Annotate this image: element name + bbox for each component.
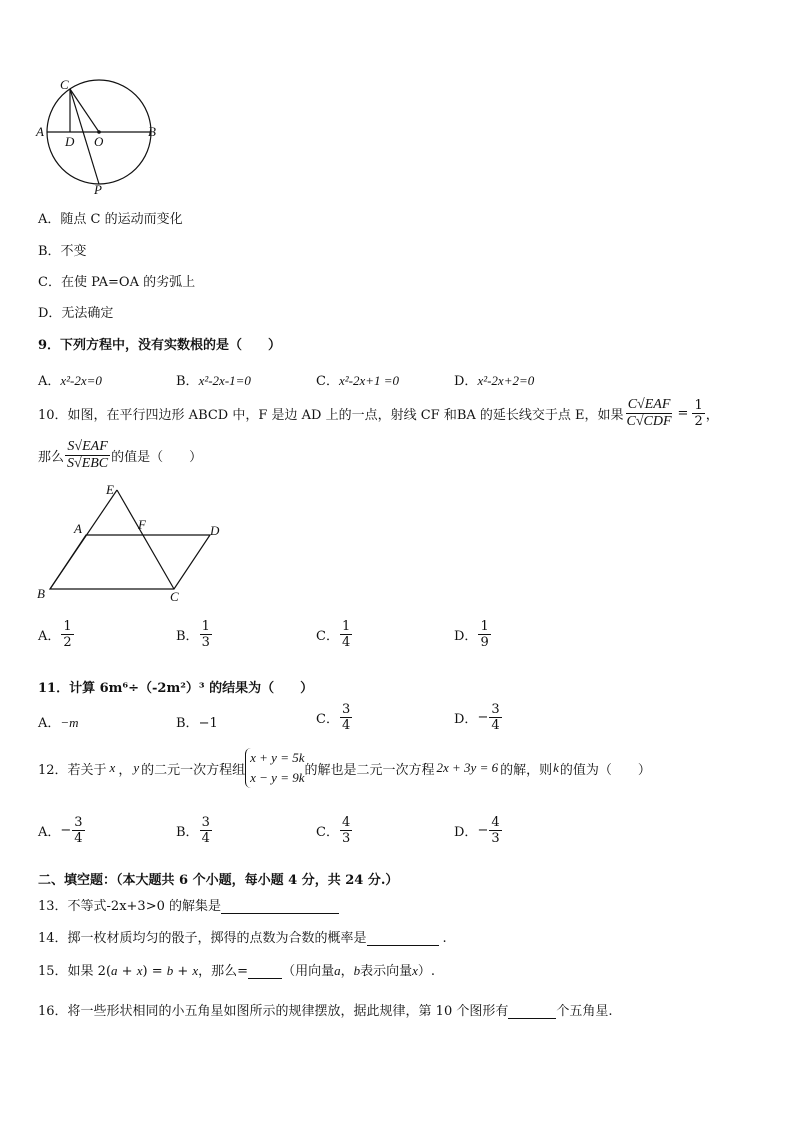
line-ce	[117, 490, 174, 589]
q13: 13．不等式-2x+3>0 的解集是	[38, 895, 339, 914]
q8-option-c: C．在使 PA=OA 的劣弧上	[38, 275, 196, 290]
equation-system: x + y = 5k x − y = 9k	[245, 748, 304, 788]
q11-option-c: C． $\frac{3}{4}$	[316, 702, 351, 733]
q12-option-c: C． $\frac{4}{3}$	[316, 815, 351, 846]
q10-stem-line2: 那么 $\frac{\text{S√EAF}}{\text{S√EBC}}$ 的值是（ ）	[38, 439, 203, 471]
q9-option-b: B．x²-2x-1=0	[176, 373, 251, 389]
segment-co	[70, 89, 99, 132]
label-d: D	[210, 523, 220, 538]
q14: 14．掷一枚材质均匀的骰子，掷得的点数为合数的概率是 .	[38, 931, 447, 946]
q8-option-a: A．随点 C 的运动而变化	[38, 212, 183, 227]
label-d: D	[65, 134, 75, 149]
q13-answer-blank[interactable]	[221, 899, 339, 914]
q10-option-a: A． $\frac{1}{2}$	[38, 619, 72, 650]
q10-stem-line1: 10．如图，在平行四边形 ABCD 中，F 是边 AD 上的一点，射线 CF 和BA 的延长线交于点 E，如果 $\frac{\text{C√EAF}}{\text{C√CDF}}$ = $\frac{1}{2}$ ，	[38, 397, 719, 429]
label-p: P	[94, 182, 102, 196]
q10-option-d: D． $\frac{1}{9}$	[454, 619, 489, 650]
q9-stem: 9．下列方程中，没有实数根的是（ ）	[38, 338, 282, 353]
label-c: C	[170, 589, 179, 604]
label-a: A	[74, 521, 82, 536]
q9-option-d: D．x²-2x+2=0	[454, 373, 535, 389]
label-e: E	[106, 482, 114, 497]
q8-option-d: D．无法确定	[38, 306, 114, 321]
q16-answer-blank[interactable]	[508, 1004, 556, 1019]
q10-option-c: C． $\frac{1}{4}$	[316, 619, 351, 650]
q16: 16．将一些形状相同的小五角星如图所示的规律摆放，据此规律，第 10 个图形有 个五角星.	[38, 1004, 613, 1019]
label-f: F	[138, 517, 146, 532]
label-b: B	[148, 124, 156, 139]
q10-parallelogram-figure	[34, 482, 230, 604]
q11-option-b: B．−1	[176, 716, 218, 731]
q15: 15．如果 2(a + x) = b + x，那么= （用向量a，b表示向量x）.	[38, 963, 436, 979]
label-a: A	[36, 124, 44, 139]
q11-option-a: A．−m	[38, 715, 79, 731]
q12-option-a: A． − $\frac{3}{4}$	[38, 815, 83, 846]
parallelogram-abcd	[50, 535, 210, 589]
q8-circle-figure	[30, 76, 170, 196]
q9-option-c: C．x²-2x+1 =0	[316, 373, 400, 389]
q12-option-d: D． − $\frac{4}{3}$	[454, 815, 500, 846]
q12-stem: 12．若关于 x ， y 的二元一次方程组 x + y = 5k x − y = 9k 的解也是二元一次方程 2x + 3y = 6 的解，则 k 的值为（ ）	[38, 748, 651, 788]
q14-answer-blank[interactable]	[367, 931, 439, 946]
q12-option-b: B． $\frac{3}{4}$	[176, 815, 210, 846]
label-c: C	[60, 77, 69, 92]
q8-option-b: B．不变	[38, 244, 87, 259]
line-be	[50, 490, 117, 589]
q11-option-d: D． − $\frac{3}{4}$	[454, 702, 500, 733]
q10-option-b: B． $\frac{1}{3}$	[176, 619, 210, 650]
q15-answer-blank[interactable]	[248, 964, 282, 979]
q9-option-a: A．x²-2x=0	[38, 373, 102, 389]
q11-stem: 11．计算 6m⁶÷（-2m²）³ 的结果为（ ）	[38, 681, 314, 696]
label-b: B	[37, 586, 45, 601]
section-2-heading: 二、填空题：（本大题共 6 个小题，每小题 4 分，共 24 分.）	[38, 873, 399, 888]
label-o: O	[94, 134, 104, 149]
